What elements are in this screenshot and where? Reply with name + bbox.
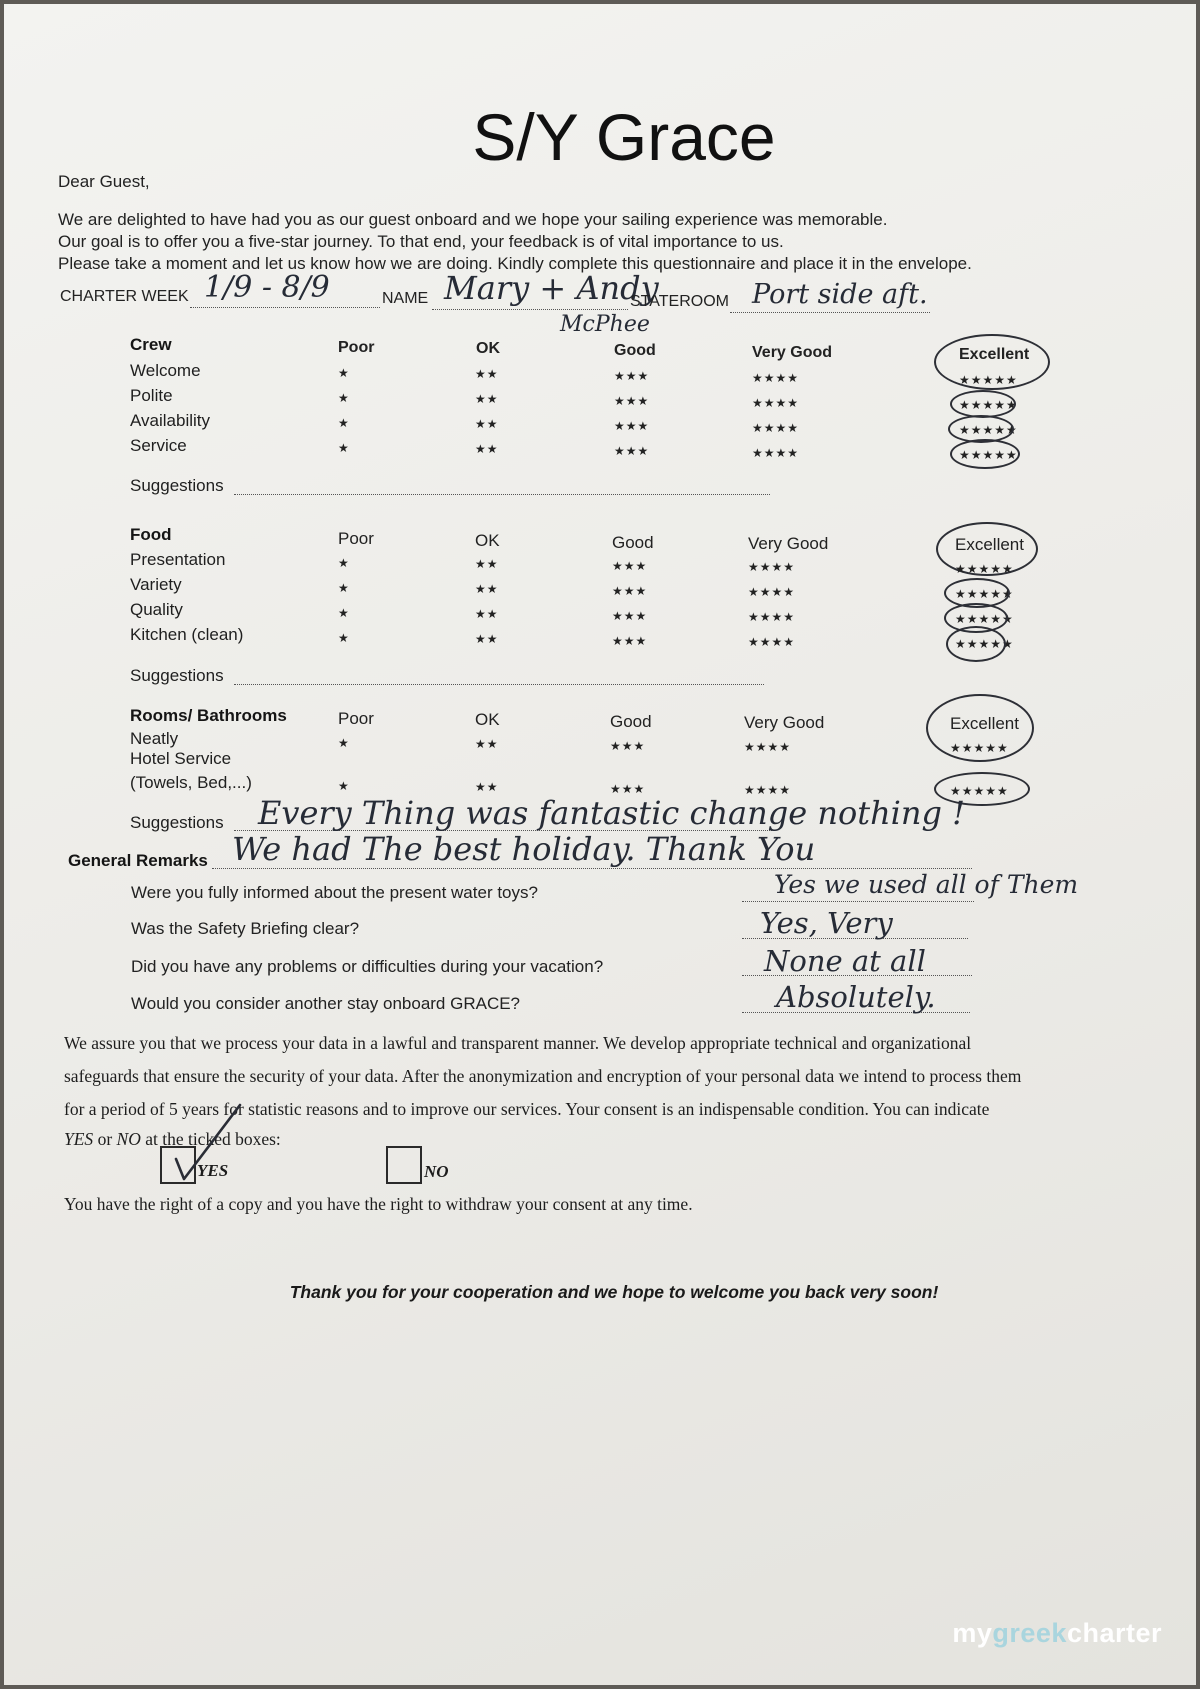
star-rating[interactable]: ★: [338, 631, 350, 645]
questionnaire-sheet: [4, 4, 1196, 1685]
food-suggestions-line[interactable]: [234, 684, 764, 685]
star-rating[interactable]: ★★★★: [748, 635, 796, 649]
question-another-stay: Would you consider another stay onboard GRACE?: [131, 994, 521, 1013]
star-rating[interactable]: ★: [338, 779, 350, 793]
star-rating[interactable]: ★★: [475, 780, 499, 794]
food-row-variety: Variety: [130, 575, 182, 594]
star-rating[interactable]: ★★★: [614, 369, 650, 383]
food-header: Food: [130, 525, 172, 544]
rooms-suggestions-label: Suggestions: [130, 813, 224, 832]
legal-ticked-text: at the ticked boxes:: [145, 1129, 281, 1149]
crew-col-very-good: Very Good: [752, 344, 833, 361]
stateroom-line: [730, 312, 930, 313]
legal-or-word: or: [97, 1129, 113, 1149]
star-rating[interactable]: ★★: [475, 442, 499, 456]
crew-suggestions-line[interactable]: [234, 494, 770, 495]
star-rating[interactable]: ★★★★: [752, 446, 800, 460]
star-rating-selected[interactable]: ★★★★★: [959, 423, 1018, 437]
watermark-part-greek: greek: [992, 1618, 1067, 1648]
food-row-kitchen: Kitchen (clean): [130, 625, 244, 644]
question-safety-briefing: Was the Safety Briefing clear?: [131, 919, 360, 938]
name-value[interactable]: Mary + Andy: [444, 269, 659, 307]
consent-no-checkbox[interactable]: [386, 1146, 422, 1184]
crew-row-welcome: Welcome: [130, 361, 201, 380]
star-rating-selected[interactable]: ★★★★★: [955, 612, 1014, 626]
rooms-col-poor: Poor: [338, 709, 374, 728]
food-col-ok: OK: [475, 531, 500, 550]
star-rating[interactable]: ★★★★: [744, 740, 792, 754]
food-col-very-good: Very Good: [748, 534, 829, 553]
star-rating[interactable]: ★★: [475, 737, 499, 751]
rooms-row-hotel-service: Hotel Service: [130, 749, 232, 768]
consent-no-label: NO: [424, 1162, 449, 1181]
crew-row-availability: Availability: [130, 411, 211, 430]
answer-line: [742, 901, 974, 902]
star-rating[interactable]: ★: [338, 606, 350, 620]
selection-circle: [946, 626, 1006, 662]
charter-week-label: CHARTER WEEK: [60, 288, 189, 305]
star-rating[interactable]: ★★★★: [744, 783, 792, 797]
star-rating[interactable]: ★★★: [612, 584, 648, 598]
star-rating[interactable]: ★★: [475, 582, 499, 596]
star-rating[interactable]: ★: [338, 366, 350, 380]
crew-col-excellent: Excellent: [959, 346, 1030, 363]
star-rating[interactable]: ★★: [475, 632, 499, 646]
food-row-quality: Quality: [130, 600, 183, 619]
page-title: S/Y Grace: [472, 100, 776, 174]
star-rating[interactable]: ★★: [475, 607, 499, 621]
star-rating-selected[interactable]: ★★★★★: [950, 741, 1009, 755]
star-rating[interactable]: ★★★★: [752, 396, 800, 410]
answer-safety-briefing[interactable]: Yes, Very: [760, 906, 893, 940]
star-rating[interactable]: ★: [338, 391, 350, 405]
star-rating[interactable]: ★★★: [610, 782, 646, 796]
stateroom-label: STATEROOM: [630, 293, 729, 310]
charter-week-line: [190, 307, 380, 308]
general-remarks-value[interactable]: We had The best holiday. Thank You: [232, 830, 816, 868]
star-rating[interactable]: ★: [338, 416, 350, 430]
star-rating[interactable]: ★★★★: [748, 560, 796, 574]
closing-message: Thank you for your cooperation and we hope to welcome you back very soon!: [289, 1282, 939, 1302]
consent-yes-label: YES: [197, 1161, 229, 1180]
crew-col-ok: OK: [476, 340, 500, 357]
rooms-header: Rooms/ Bathrooms: [130, 706, 287, 725]
name-line: [432, 309, 628, 310]
stateroom-value[interactable]: Port side aft.: [752, 279, 928, 310]
legal-yes-word: YES: [64, 1129, 94, 1149]
star-rating-selected[interactable]: ★★★★★: [959, 398, 1018, 412]
food-col-excellent: Excellent: [955, 535, 1024, 554]
rooms-row-hotel-service-detail: (Towels, Bed,...): [130, 773, 252, 792]
food-suggestions-label: Suggestions: [130, 666, 224, 685]
legal-text-line-2: safeguards that ensure the security of your data. After the anonymization and encryption of your personal data we intend to process them: [64, 1066, 1022, 1086]
general-remarks-line: [212, 868, 972, 869]
rooms-col-very-good: Very Good: [744, 713, 825, 732]
answer-problems[interactable]: None at all: [764, 944, 926, 978]
star-rating-selected[interactable]: ★★★★★: [955, 637, 1014, 651]
rooms-suggestions-value[interactable]: Every Thing was fantastic change nothing !: [258, 794, 966, 832]
answer-water-toys[interactable]: Yes we used all of Them: [774, 870, 1079, 899]
star-rating[interactable]: ★★★★: [752, 421, 800, 435]
food-col-poor: Poor: [338, 529, 374, 548]
intro-line-2: Our goal is to offer you a five-star journey. To that end, your feedback is of vital importance to us.: [58, 232, 784, 251]
star-rating[interactable]: ★★★: [612, 609, 648, 623]
rooms-col-excellent: Excellent: [950, 714, 1019, 733]
star-rating[interactable]: ★: [338, 736, 350, 750]
crew-col-poor: Poor: [338, 339, 375, 356]
star-rating[interactable]: ★★★★: [752, 371, 800, 385]
crew-suggestions-label: Suggestions: [130, 476, 224, 495]
star-rating[interactable]: ★★★: [614, 394, 650, 408]
legal-text-line-1: We assure you that we process your data in a lawful and transparent manner. We develop appropriate technical and organizational: [64, 1033, 972, 1053]
star-rating[interactable]: ★: [338, 556, 350, 570]
rooms-col-good: Good: [610, 712, 652, 731]
legal-text-line-3: for a period of 5 years for statistic reasons and to improve our services. Your consent is an indispensable condition. You can indicate: [64, 1099, 990, 1119]
general-remarks-label: General Remarks: [68, 851, 208, 870]
intro-line-3: Please take a moment and let us know how we are doing. Kindly complete this questionnaire and place it in the envelope.: [58, 254, 972, 273]
rights-text: You have the right of a copy and you have the right to withdraw your consent at any time.: [64, 1194, 693, 1214]
star-rating-selected[interactable]: ★★★★★: [959, 373, 1018, 387]
charter-week-value[interactable]: 1/9 - 8/9: [204, 270, 330, 305]
star-rating[interactable]: ★★: [475, 557, 499, 571]
star-rating[interactable]: ★★: [475, 417, 499, 431]
name-label: NAME: [382, 290, 429, 307]
selection-circle: [950, 390, 1016, 418]
star-rating[interactable]: ★: [338, 441, 350, 455]
rooms-row-neatly: Neatly: [130, 729, 179, 748]
answer-another-stay[interactable]: Absolutely.: [776, 980, 936, 1014]
food-col-good: Good: [612, 533, 654, 552]
star-rating[interactable]: ★★★★: [748, 585, 796, 599]
crew-row-polite: Polite: [130, 386, 173, 405]
star-rating-selected[interactable]: ★★★★★: [955, 562, 1014, 576]
food-row-presentation: Presentation: [130, 550, 226, 569]
star-rating-selected[interactable]: ★★★★★: [955, 587, 1014, 601]
watermark-logo: [952, 1618, 1162, 1649]
legal-no-word: NO: [116, 1129, 141, 1149]
crew-header: Crew: [130, 335, 172, 354]
question-water-toys: Were you fully informed about the present water toys?: [131, 883, 538, 902]
crew-row-service: Service: [130, 436, 187, 455]
star-rating[interactable]: ★★★: [614, 419, 650, 433]
selection-circle: [950, 439, 1020, 469]
crew-col-good: Good: [614, 342, 656, 359]
question-problems: Did you have any problems or difficulties during your vacation?: [131, 957, 604, 976]
watermark-part-charter: charter: [1066, 1618, 1162, 1648]
star-rating-selected[interactable]: ★★★★★: [959, 448, 1018, 462]
greeting: Dear Guest,: [58, 172, 150, 191]
star-rating[interactable]: ★: [338, 581, 350, 595]
star-rating-selected[interactable]: ★★★★★: [950, 784, 1009, 798]
star-rating[interactable]: ★★: [475, 392, 499, 406]
star-rating[interactable]: ★★★: [614, 444, 650, 458]
star-rating[interactable]: ★★★★: [748, 610, 796, 624]
name-value-2: McPhee: [560, 312, 650, 337]
intro-line-1: We are delighted to have had you as our guest onboard and we hope your sailing experience was memorable.: [58, 210, 888, 229]
star-rating[interactable]: ★★★: [612, 559, 648, 573]
star-rating[interactable]: ★★★: [612, 634, 648, 648]
watermark-part-my: my: [952, 1618, 993, 1648]
rooms-col-ok: OK: [475, 710, 500, 729]
star-rating[interactable]: ★★★: [610, 739, 646, 753]
star-rating[interactable]: ★★: [475, 367, 499, 381]
